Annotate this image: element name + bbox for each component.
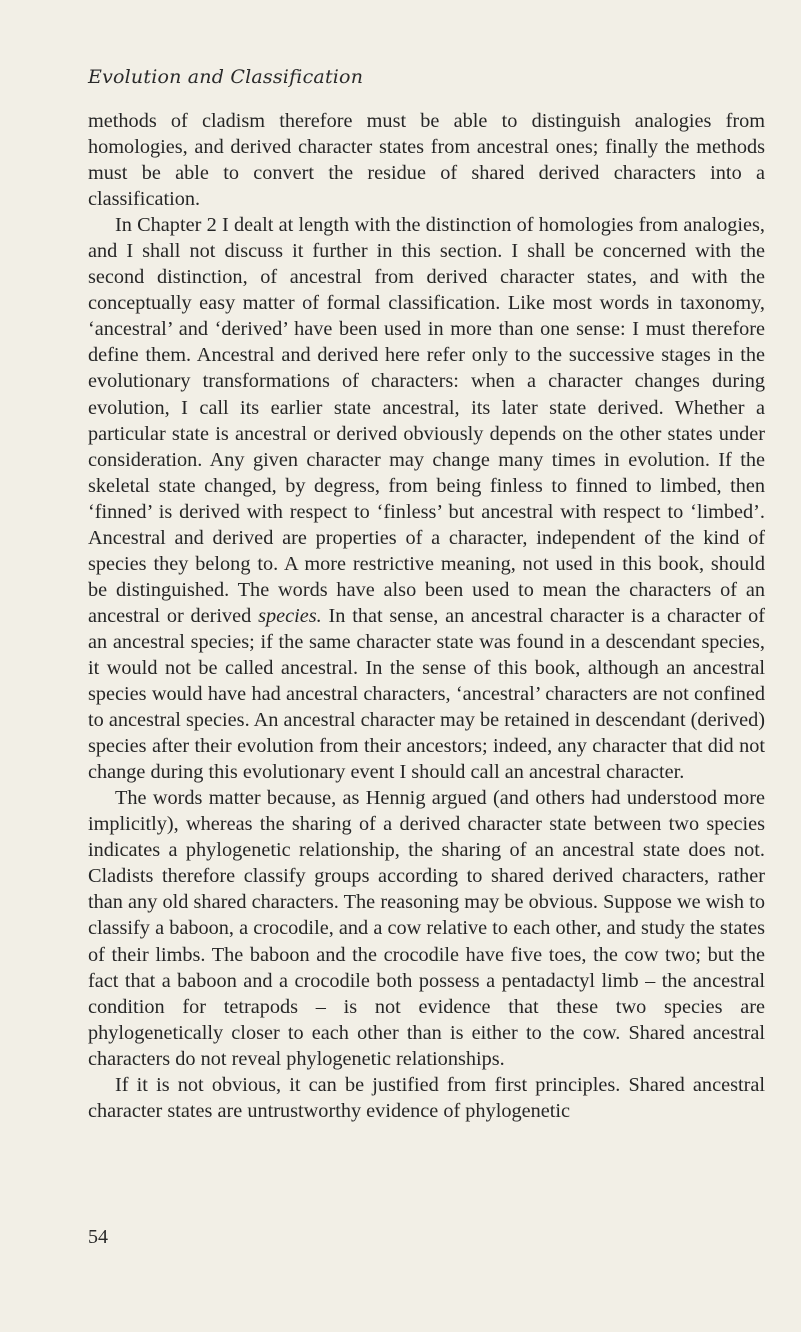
paragraph-2-main: In Chapter 2 I dealt at length with the distinction of homologies from analogies, and I shall not discuss it further in this section. I shall be concerned with the second distinction, of ancestral from derived character states, and with the conceptually easy matter of formal classification. Like most words in taxonomy, ‘ancestral’ and ‘derived’ have been used in more than one sense: I must therefore define them. Ancestral and derived here refer only to the successive stages in the evolutionary transformations of characters: when a character changes during evolution, I call its earlier state ancestral, its later state derived. Whether a particular state is ancestral or derived obviously depends on the other states under consideration. Any given character may change many times in evolution. If the skeletal state changed, by degress, from being finless to finned to limbed, then ‘finned’ is derived with respect to ‘finless’ but ancestral with respect to ‘limbed’. Ancestral and derived are properties of a character, independent of the kind of species they belong to. A more restrictive meaning, not used in this book, should be distinguished. The words have also been used to mean the characters of an ancestral or derived (88, 214, 765, 627)
body-text (88, 108, 765, 1124)
paragraph-2-continuation: In that sense, an ancestral character is a character of an ancestral species; if the same character state was found in a descendant species, it would not be called ancestral. In the sense of this book, although an ancestral species would have had ancestral characters, ‘ancestral’ characters are not confined to ancestral species. An ancestral character may be retained in descendant (derived) species after their evolution from their ancestors; indeed, any character that did not change during this evolutionary event I should call an ancestral character. (88, 604, 765, 784)
paragraph-3: The words matter because, as Hennig argued (and others had understood more implicitly), whereas the sharing of a derived character state between two species indicates a phylogenetic relationship, the sharing of an ancestral state does not. Cladists therefore classify groups according to shared derived characters, rather than any old shared characters. The reasoning may be obvious. Suppose we wish to classify a baboon, a crocodile, and a cow relative to each other, and study the states of their limbs. The baboon and the crocodile have five toes, the cow two; but the fact that a baboon and a crocodile both possess a pentadactyl limb – the ancestral condition for tetrapods – is not evidence that these two species are phylogenetically closer to each other than is either to the cow. Shared ancestral characters do not reveal phylogenetic relationships. (88, 787, 765, 1070)
paragraph-1: methods of cladism therefore must be able to distinguish analogies from homologies, and derived character states from ancestral ones; finally the methods must be able to convert the residue of shared derived characters into a classification. (88, 110, 765, 211)
page-number: 54 (88, 1226, 108, 1248)
paragraph-4: If it is not obvious, it can be justified from first principles. Shared ancestral character states are untrustworthy evidence of phylogenetic (88, 1073, 765, 1122)
running-head-title: Evolution and Classification (88, 66, 364, 88)
emphasis-species: species. (258, 604, 322, 627)
paragraph-2 (88, 212, 765, 785)
